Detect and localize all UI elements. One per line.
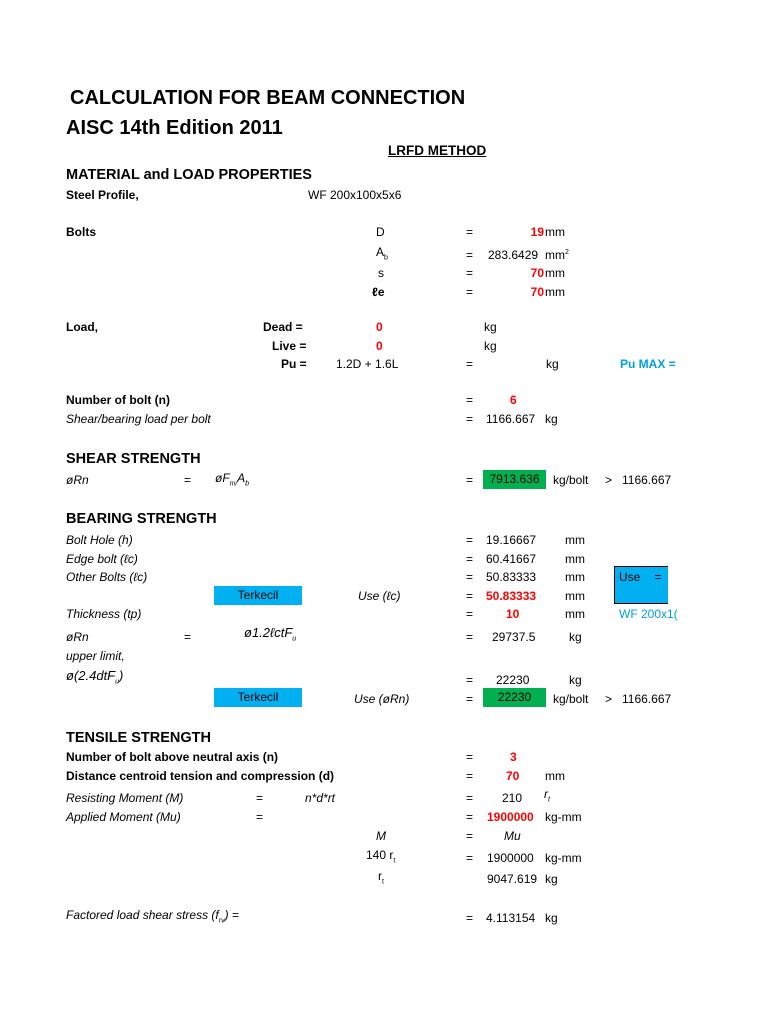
use-box [614, 566, 668, 604]
eq-row-rt-value: 9047.619 [487, 872, 538, 886]
bearing-rn-formula: ø1.2ℓctF$_u$ [244, 625, 297, 643]
shear-per-bolt-label: Shear/bearing load per bolt [66, 412, 211, 426]
other-bolts-unit: mm [565, 570, 585, 584]
tensile-d-eq: = [466, 769, 474, 783]
resisting-moment-eq: = [256, 791, 264, 805]
use-box-label: Use [619, 570, 641, 584]
resisting-moment-value-eq: = [466, 791, 474, 805]
eq-row-m: M [376, 829, 386, 843]
factored-shear-label: Factored load shear stress $(f_{rv})$ = [66, 908, 239, 925]
bearing-rn-unit: kg [569, 630, 582, 644]
thickness-eq: = [466, 607, 474, 621]
edge-bolt-unit: mm [565, 552, 585, 566]
applied-moment-eq: = [256, 810, 264, 824]
shear-cmp: > [605, 473, 613, 487]
shear-cmp-value: 1166.667 [622, 473, 672, 487]
use-lc-unit: mm [565, 589, 585, 603]
bolt-ab-unit: $mm^2$ [545, 248, 569, 262]
bolt-d-unit: mm [545, 225, 565, 239]
bolt-le-symbol: ℓe [372, 285, 385, 299]
shear-rn-eq: = [184, 473, 192, 487]
use-lc-value: 50.83333 [486, 589, 537, 603]
bolt-ab-value: 283.6429 [488, 248, 539, 262]
bolt-s-symbol: s [378, 266, 384, 280]
tensile-d-unit: mm [545, 769, 565, 783]
dead-value: 0 [376, 320, 383, 334]
applied-moment-label: Applied Moment (Mu) [66, 810, 181, 824]
eq-row-m-eq: = [466, 829, 474, 843]
shear-value: 7913.636 [483, 470, 546, 489]
bolts-label: Bolts [66, 225, 96, 239]
other-bolts-value: 50.83333 [486, 570, 537, 584]
title-calculation: CALCULATION FOR BEAM CONNECTION [70, 87, 466, 109]
bolt-hole-value: 19.16667 [486, 533, 537, 547]
upper-limit-unit: kg [569, 673, 582, 687]
eq-row-mu: Mu [504, 829, 521, 843]
bolt-s-value: 70 [530, 266, 544, 280]
use-rn-value: 22230 [483, 688, 546, 707]
shear-formula: $øF_{nv}A_b$ [215, 471, 249, 488]
eq-row-140rt-value: 1900000 [487, 851, 534, 865]
bolt-le-eq: = [466, 285, 474, 299]
bolt-s-eq: = [466, 266, 474, 280]
tensile-n-label: Number of bolt above neutral axis (n) [66, 750, 279, 764]
pu-formula: 1.2D + 1.6L [336, 357, 399, 371]
pu-unit: kg [546, 357, 559, 371]
use-rn-unit: kg/bolt [553, 692, 589, 706]
method-heading: LRFD METHOD [388, 143, 487, 158]
bolt-s-unit: mm [545, 266, 565, 280]
bolt-le-value: 70 [530, 285, 544, 299]
section-bearing: BEARING STRENGTH [66, 511, 217, 527]
bolt-d-symbol: D [376, 225, 385, 239]
resisting-moment-rt: $r_t$ [544, 787, 550, 804]
eq-row-140rt-eq: = [466, 851, 474, 865]
thickness-unit: mm [565, 607, 585, 621]
section-tensile: TENSILE STRENGTH [66, 730, 212, 746]
upper-limit-value: 22230 [496, 673, 530, 687]
use-rn-label: Use (øRn) [354, 692, 410, 706]
bolt-hole-unit: mm [565, 533, 585, 547]
use-lc-label: Use (ℓc) [358, 589, 401, 603]
load-label: Load, [66, 320, 98, 334]
tensile-n-eq: = [466, 750, 474, 764]
dead-label: Dead = [263, 320, 303, 334]
bolt-ab-eq: = [466, 248, 474, 262]
bolt-count-label: Number of bolt (n) [66, 393, 170, 407]
tensile-d-label: Distance centroid tension and compression (d) [66, 769, 335, 783]
edge-bolt-value: 60.41667 [486, 552, 537, 566]
live-unit: kg [484, 339, 497, 353]
factored-shear-value: 4.113154 [486, 911, 536, 925]
steel-profile-value: WF 200x100x5x6 [308, 188, 402, 202]
thickness-label: Thickness (tp) [66, 607, 142, 621]
applied-moment-value-eq: = [466, 810, 474, 824]
other-bolts-label: Other Bolts (ℓc) [66, 570, 148, 584]
bolt-hole-eq: = [466, 533, 474, 547]
bolt-ab-symbol: $A_b$ [376, 245, 388, 262]
upper-limit-formula: ø(2.4dtF$_u$) [66, 668, 124, 686]
bolt-d-value: 19 [530, 225, 544, 239]
section-material: MATERIAL and LOAD PROPERTIES [66, 167, 312, 183]
use-rn-cmp: > [605, 692, 613, 706]
resisting-moment-formula: n*d*rt [305, 791, 336, 805]
tensile-n-value: 3 [510, 750, 517, 764]
applied-moment-unit: kg-mm [545, 810, 582, 824]
bearing-rn-label: øRn [66, 630, 89, 644]
applied-moment-value: 1900000 [487, 810, 534, 824]
tensile-d-value: 70 [506, 769, 520, 783]
eq-row-rt: $r_t$ [378, 869, 384, 886]
bolt-count-eq: = [466, 393, 474, 407]
use-lc-eq: = [466, 589, 474, 603]
bolt-hole-label: Bolt Hole (h) [66, 533, 133, 547]
thickness-value: 10 [506, 607, 520, 621]
factored-shear-unit: kg [545, 911, 558, 925]
shear-per-bolt-unit: kg [545, 412, 558, 426]
bearing-rn-value-eq: = [466, 630, 474, 644]
pu-label: Pu = [281, 357, 307, 371]
dead-unit: kg [484, 320, 497, 334]
bolt-le-unit: mm [545, 285, 565, 299]
section-shear: SHEAR STRENGTH [66, 451, 201, 467]
shear-rn-label: øRn [66, 473, 89, 487]
live-label: Live = [272, 339, 307, 353]
terkecil-box-1: Terkecil [214, 586, 302, 605]
use-rn-eq: = [466, 692, 474, 706]
thickness-profile: WF 200x1( [619, 607, 678, 621]
pu-eq: = [466, 357, 474, 371]
eq-row-140rt-unit: kg-mm [545, 851, 582, 865]
eq-row-rt-unit: kg [545, 872, 558, 886]
shear-value-eq: = [466, 473, 474, 487]
use-rn-cmp-value: 1166.667 [622, 692, 672, 706]
shear-per-bolt-eq: = [466, 412, 474, 426]
edge-bolt-eq: = [466, 552, 474, 566]
title-aisc: AISC 14th Edition 2011 [66, 117, 283, 139]
eq-row-140rt: 140 $r_t$ [366, 848, 396, 865]
factored-shear-eq: = [466, 911, 474, 925]
use-box-eq: = [654, 570, 662, 584]
other-bolts-eq: = [466, 570, 474, 584]
live-value: 0 [376, 339, 383, 353]
steel-profile-label: Steel Profile, [66, 188, 139, 202]
upper-limit-eq: = [466, 673, 474, 687]
edge-bolt-label: Edge bolt (ℓc) [66, 552, 138, 566]
bearing-rn-eq: = [184, 630, 192, 644]
shear-unit: kg/bolt [553, 473, 589, 487]
upper-limit-label: upper limit, [66, 649, 125, 663]
shear-per-bolt-value: 1166.667 [486, 412, 536, 426]
resisting-moment-label: Resisting Moment (M) [66, 791, 184, 805]
bolt-count-value: 6 [510, 393, 517, 407]
pu-max-label: Pu MAX = [620, 357, 676, 371]
resisting-moment-value: 210 [502, 791, 523, 805]
bearing-rn-value: 29737.5 [492, 630, 536, 644]
terkecil-box-2: Terkecil [214, 688, 302, 707]
bolt-d-eq: = [466, 225, 474, 239]
